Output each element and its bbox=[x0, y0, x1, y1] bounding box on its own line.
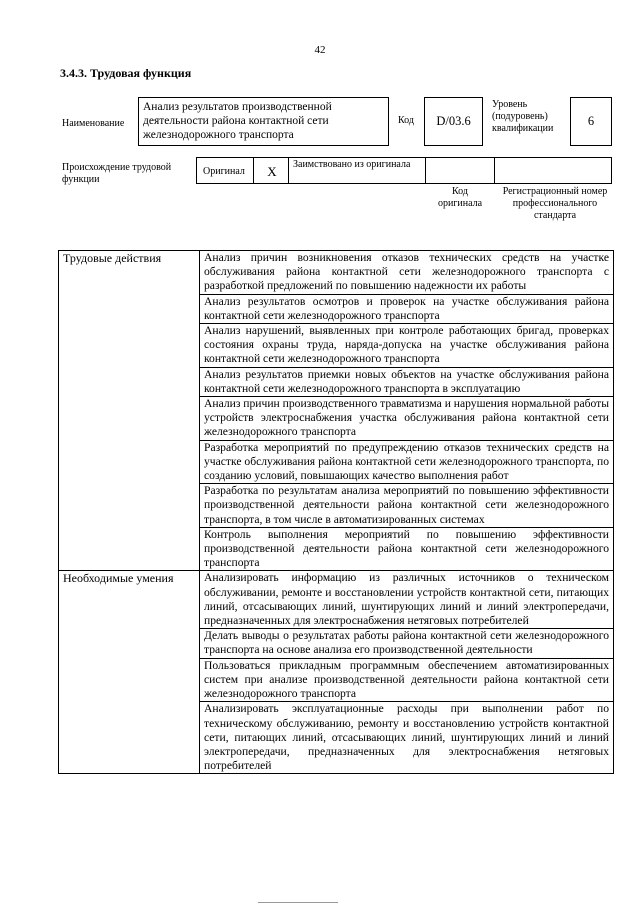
section-title: 3.4.3. Трудовая функция bbox=[60, 66, 192, 80]
table-row bbox=[59, 571, 614, 629]
item-cell: Разработка мероприятий по предупреждению отказов технических средств на участке обслуживания района контактной сети железнодорожного транспорта, по созданию условий, повышающих качество выполнения работ bbox=[200, 440, 614, 484]
item-cell: Анализ причин возникновения отказов технических средств на участке обслуживания района контактной сети железнодорожного транспорта с разработкой предложений по повышению надежности их работы bbox=[200, 251, 614, 295]
original-label: Оригинал bbox=[203, 166, 245, 177]
category-cell: Необходимые умения bbox=[59, 571, 200, 774]
code-label: Код bbox=[398, 115, 414, 126]
item-cell: Делать выводы о результатах работы района контактной сети железнодорожного транспорта на основе анализа его производственной деятельности bbox=[200, 629, 614, 658]
original-code-cell bbox=[425, 157, 495, 184]
item-cell: Анализ результатов осмотров и проверок на участке обслуживания района контактной сети железнодорожного транспорта bbox=[200, 294, 614, 323]
level-label: Уровень (подуровень) квалификации bbox=[492, 99, 554, 134]
item-cell: Контроль выполнения мероприятий по повышению эффективности производственной деятельности района контактной сети железнодорожного транспорта bbox=[200, 527, 614, 571]
table-row bbox=[59, 251, 614, 295]
function-name: Анализ результатов производственной деятельности района контактной сети железнодорожного транспорта bbox=[138, 97, 389, 146]
item-cell: Анализировать информацию из различных источников о техническом обслуживании, ремонте и восстановлении устройств контактной сети, питающих линий, отсасывающих линий, шунтирующих линий и линий электропередачи, предназначенных для электроснабжения нетяговых потребителей bbox=[200, 571, 614, 629]
original-mark-cell bbox=[253, 157, 289, 184]
original-cell bbox=[196, 157, 254, 184]
item-cell: Анализ результатов приемки новых объектов на участке обслуживания района контактной сети железнодорожного транспорта в эксплуатацию bbox=[200, 367, 614, 396]
name-label: Наименование bbox=[62, 118, 125, 129]
bottom-rule bbox=[258, 902, 338, 903]
item-cell: Разработка по результатам анализа мероприятий по повышению эффективности производственной деятельности района контактной сети железнодорожного транспорта, в том числе в автоматизированных системах bbox=[200, 484, 614, 528]
item-cell: Пользоваться прикладным программным обеспечением автоматизированных систем при анализе производственной деятельности района контактной сети железнодорожного транспорта bbox=[200, 658, 614, 702]
category-cell: Трудовые действия bbox=[59, 251, 200, 571]
origin-label: Происхождение трудовой функции bbox=[62, 162, 172, 185]
qualification-level: 6 bbox=[570, 97, 612, 146]
page-number: 42 bbox=[314, 44, 326, 56]
item-cell: Анализ нарушений, выявленных при контроле работающих бригад, проверках состояния охраны труда, наряда-допуска на участке обслуживания района контактной сети железнодорожного транспорта bbox=[200, 324, 614, 368]
code-original-caption: Код оригинала bbox=[437, 186, 483, 209]
function-details-table bbox=[58, 250, 614, 774]
borrowed-label: Заимствовано из оригинала bbox=[293, 159, 411, 170]
registration-number-cell bbox=[494, 157, 612, 184]
original-mark: X bbox=[267, 164, 277, 179]
function-code: D/03.6 bbox=[424, 97, 483, 146]
borrowed-cell bbox=[288, 157, 426, 184]
origin-row bbox=[196, 157, 612, 184]
item-cell: Анализировать эксплуатационные расходы при выполнении работ по техническому обслуживанию, ремонту и восстановлению устройств контактной сети, питающих линий, отсасывающих линий, шунтирующих линий и линий электропередачи, предназначенных для электроснабжения нетяговых потребителей bbox=[200, 702, 614, 774]
item-cell: Анализ причин производственного травматизма и нарушения нормальной работы устройств электроснабжения участка обслуживания района контактной сети железнодорожного транспорта bbox=[200, 397, 614, 441]
registration-caption: Регистрационный номер профессионального стандарта bbox=[502, 186, 608, 221]
